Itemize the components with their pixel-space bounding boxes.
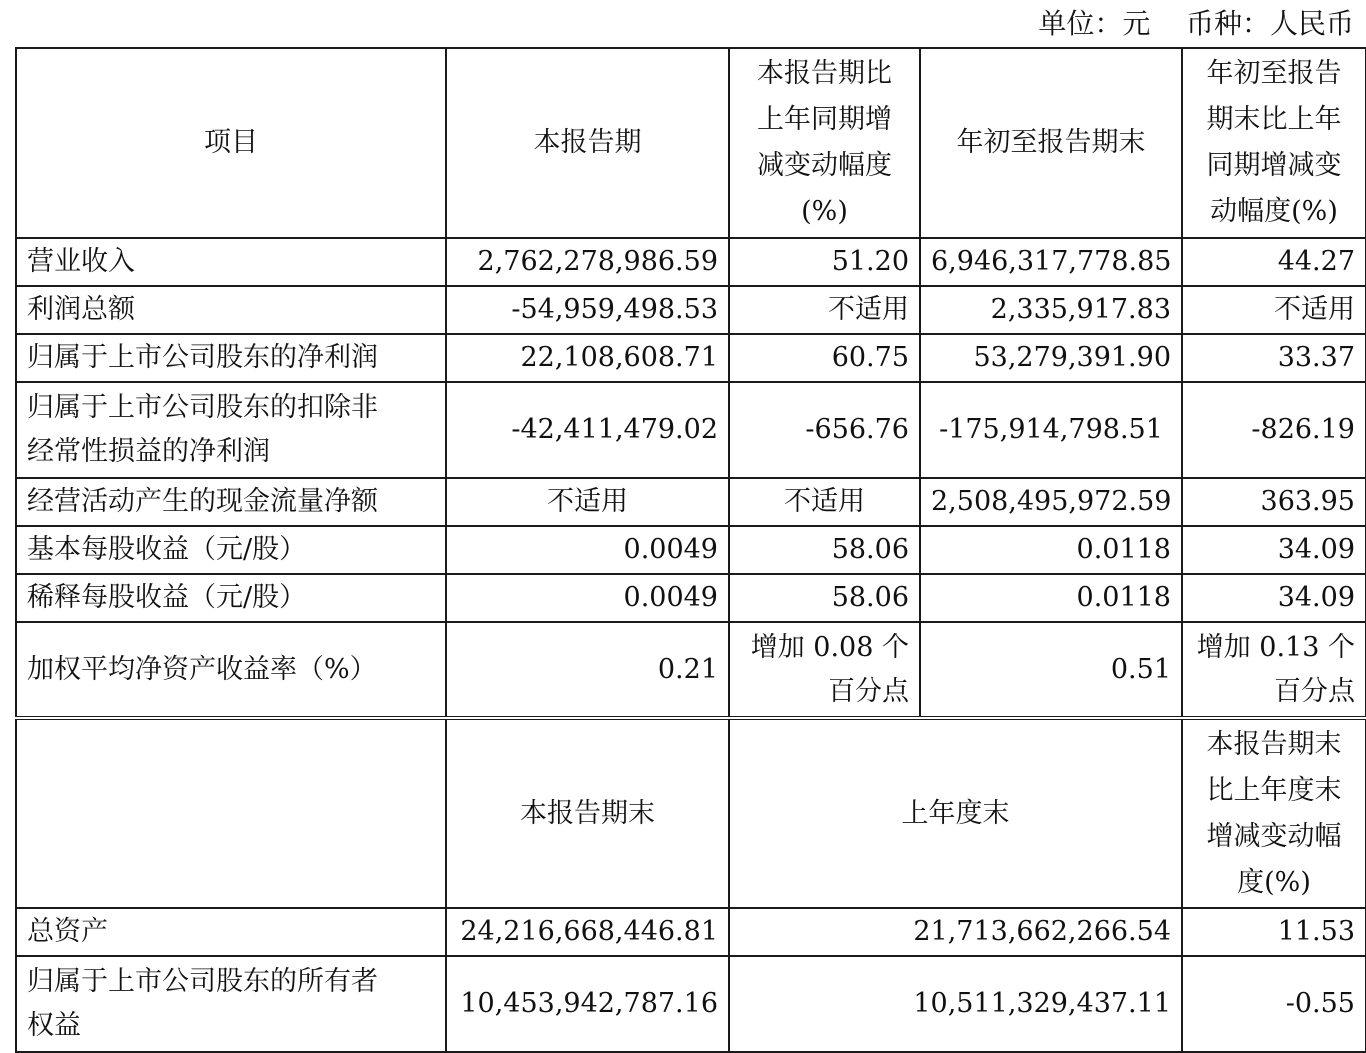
row-item-label — [16, 238, 446, 286]
cell-line: 上年同期增 — [757, 104, 892, 135]
header2-item — [16, 718, 446, 908]
table2-header-row — [16, 718, 1366, 908]
table-row — [16, 478, 1366, 526]
cell-line: 归属于上市公司股东的所有者 — [27, 966, 378, 997]
cell-line: 33.37 — [1277, 342, 1355, 373]
table-row — [16, 238, 1366, 286]
cell-line: 减变动幅度 — [757, 150, 892, 181]
table1-header-row — [16, 48, 1366, 238]
cell-line: 本报告期末 — [1206, 728, 1342, 760]
table-row — [16, 956, 1366, 1052]
cell-line: 经常性损益的净利润 — [27, 436, 270, 467]
cell-line: 58.06 — [831, 534, 909, 565]
cell-line: 经营活动产生的现金流量净额 — [27, 486, 378, 517]
cell-change: 11.53 — [1182, 908, 1366, 956]
cell-ytd: 0.51 — [920, 622, 1182, 718]
cell-prior-year-end: 10,511,329,437.11 — [729, 956, 1182, 1052]
cell-current-change — [729, 478, 920, 526]
header-ytd: 年初至报告期末 — [920, 48, 1182, 238]
cell-current-period: 不适用 — [446, 478, 729, 526]
cell-line: (%) — [801, 196, 848, 227]
cell-line: 归属于上市公司股东的扣除非 — [27, 392, 378, 423]
row-item-label — [16, 286, 446, 334]
cell-ytd-change — [1182, 286, 1366, 334]
cell-line: 不适用 — [828, 294, 909, 325]
cell-period-end: 24,216,668,446.81 — [446, 908, 729, 956]
cell-line: 基本每股收益（元/股） — [27, 534, 307, 565]
cell-line: 加权平均净资产收益率（%） — [27, 653, 377, 685]
cell-current-period: -54,959,498.53 — [446, 286, 729, 334]
cell-current-change — [729, 574, 920, 622]
cell-current-period: -42,411,479.02 — [446, 382, 729, 478]
cell-current-period: 0.21 — [446, 622, 729, 718]
cell-line: 年初至报告 — [1206, 58, 1342, 89]
cell-line: -656.76 — [805, 414, 909, 445]
cell-line: 归属于上市公司股东的净利润 — [27, 342, 378, 373]
cell-line: 增加 0.08 个 — [750, 631, 909, 663]
cell-current-change — [729, 238, 920, 286]
header-current-change — [729, 48, 920, 238]
cell-line: 稀释每股收益（元/股） — [27, 582, 307, 613]
table-row — [16, 622, 1366, 718]
cell-line: 总资产 — [27, 916, 108, 947]
cell-ytd-change — [1182, 382, 1366, 478]
cell-line: 比上年度末 — [1206, 774, 1342, 806]
cell-period-end: 10,453,942,787.16 — [446, 956, 729, 1052]
row-item-label — [16, 478, 446, 526]
row-item-label — [16, 908, 446, 956]
cell-current-change — [729, 334, 920, 382]
cell-line: 营业收入 — [27, 246, 135, 277]
unit-currency-note: 单位：元 币种：人民币 — [1038, 7, 1354, 40]
financial-data-table — [15, 47, 1366, 1053]
cell-current-period: 0.0049 — [446, 574, 729, 622]
cell-line: 百分点 — [1274, 675, 1355, 707]
cell-ytd-change — [1182, 334, 1366, 382]
cell-ytd: 53,279,391.90 — [920, 334, 1182, 382]
cell-line: 期末比上年 — [1206, 104, 1342, 135]
header-change — [1182, 718, 1366, 908]
row-item-label — [16, 574, 446, 622]
table-row — [16, 382, 1366, 478]
cell-ytd: 0.0118 — [920, 526, 1182, 574]
cell-ytd: 2,508,495,972.59 — [920, 478, 1182, 526]
row-item-label — [16, 526, 446, 574]
header-period-end: 本报告期末 — [446, 718, 729, 908]
cell-prior-year-end: 21,713,662,266.54 — [729, 908, 1182, 956]
cell-line: -826.19 — [1251, 414, 1355, 445]
cell-ytd-change — [1182, 526, 1366, 574]
table-row — [16, 574, 1366, 622]
cell-ytd-change — [1182, 478, 1366, 526]
header-prior-year-end: 上年度末 — [729, 718, 1182, 908]
cell-ytd-change — [1182, 622, 1366, 718]
cell-line: 增加 0.13 个 — [1196, 631, 1355, 663]
row-item-label — [16, 622, 446, 718]
header-item: 项目 — [16, 48, 446, 238]
table-row — [16, 286, 1366, 334]
table-row — [16, 334, 1366, 382]
cell-ytd-change — [1182, 574, 1366, 622]
cell-line: 同期增减变 — [1206, 150, 1342, 181]
cell-line: 本报告期比 — [757, 58, 892, 89]
cell-line: 度(%) — [1237, 866, 1311, 898]
header-ytd-change — [1182, 48, 1366, 238]
cell-line: 增减变动幅 — [1206, 820, 1342, 852]
cell-line: 44.27 — [1277, 246, 1355, 277]
cell-line: 不适用 — [784, 486, 865, 517]
cell-line: 百分点 — [828, 675, 909, 707]
cell-ytd-change — [1182, 238, 1366, 286]
row-item-label — [16, 334, 446, 382]
row-item-label — [16, 956, 446, 1052]
cell-current-change — [729, 526, 920, 574]
cell-line: 权益 — [27, 1010, 81, 1041]
cell-line: 51.20 — [831, 246, 909, 277]
cell-ytd: -175,914,798.51 — [920, 382, 1182, 478]
cell-current-period: 0.0049 — [446, 526, 729, 574]
cell-line: 60.75 — [831, 342, 909, 373]
cell-line: 58.06 — [831, 582, 909, 613]
header-current-period: 本报告期 — [446, 48, 729, 238]
cell-line: 动幅度(%) — [1210, 196, 1338, 227]
cell-ytd: 0.0118 — [920, 574, 1182, 622]
cell-current-period: 22,108,608.71 — [446, 334, 729, 382]
cell-line: 34.09 — [1277, 534, 1355, 565]
cell-current-change — [729, 622, 920, 718]
row-item-label — [16, 382, 446, 478]
cell-line: 不适用 — [1274, 294, 1355, 325]
cell-ytd: 2,335,917.83 — [920, 286, 1182, 334]
table-row — [16, 908, 1366, 956]
cell-current-period: 2,762,278,986.59 — [446, 238, 729, 286]
cell-line: 34.09 — [1277, 582, 1355, 613]
cell-current-change — [729, 382, 920, 478]
cell-ytd: 6,946,317,778.85 — [920, 238, 1182, 286]
cell-line: 363.95 — [1260, 486, 1355, 517]
cell-current-change — [729, 286, 920, 334]
table-row — [16, 526, 1366, 574]
cell-change: -0.55 — [1182, 956, 1366, 1052]
cell-line: 利润总额 — [27, 294, 135, 325]
